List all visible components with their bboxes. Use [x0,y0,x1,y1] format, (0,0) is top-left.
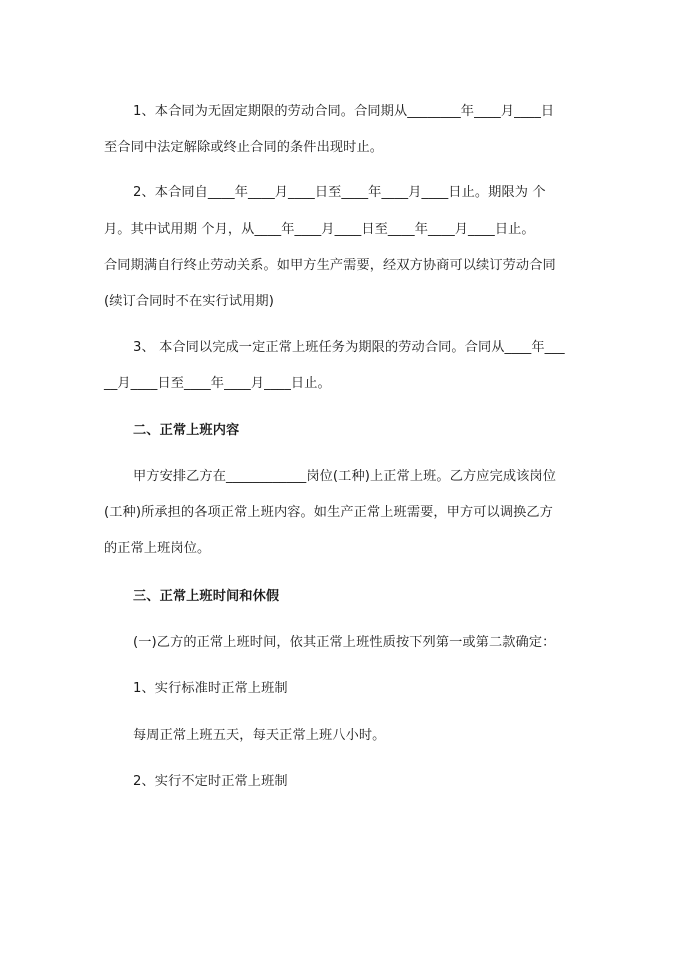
work-content-line-1: 甲方安排乙方在____________岗位(工种)上正常上班。乙方应完成该岗位 [133,469,556,484]
work-hours-item-1-detail: 每周正常上班五天，每天正常上班八小时。 [133,728,386,743]
work-content-line-3: 的正常上班岗位。 [104,541,211,556]
work-hours-item-2: 2、实行不定时正常上班制 [133,774,288,789]
clause-2-line-1: 2、本合同自____年____月____日至____年____月____日止。期限为 个 [133,185,546,200]
work-content-line-2: (工种)所承担的各项正常上班内容。如生产正常上班需要，甲方可以调换乙方 [104,505,553,520]
work-hours-intro: (一)乙方的正常上班时间，依其正常上班性质按下列第一或第二款确定： [133,635,556,650]
clause-2-line-3: 合同期满自行终止劳动关系。如甲方生产需要，经双方协商可以续订劳动合同 [104,258,556,273]
clause-3-line-2: __月____日至____年____月____日止。 [104,376,331,391]
section-heading-work-hours: 三、正常上班时间和休假 [133,589,280,604]
clause-1-line-1: 1、本合同为无固定期限的劳动合同。合同期从________年____月____日 [133,104,555,119]
clause-2-line-4: (续订合同时不在实行试用期) [104,294,274,309]
clause-1-line-2: 至合同中法定解除或终止合同的条件出现时止。 [104,140,384,155]
clause-2-line-2: 月。其中试用期 个月，从____年____月____日至____年____月____日止。 [104,222,535,237]
clause-3-line-1: 3、 本合同以完成一定正常上班任务为期限的劳动合同。合同从____年___ [133,340,565,355]
section-heading-work-content: 二、正常上班内容 [133,423,240,438]
work-hours-item-1: 1、实行标准时正常上班制 [133,681,288,696]
